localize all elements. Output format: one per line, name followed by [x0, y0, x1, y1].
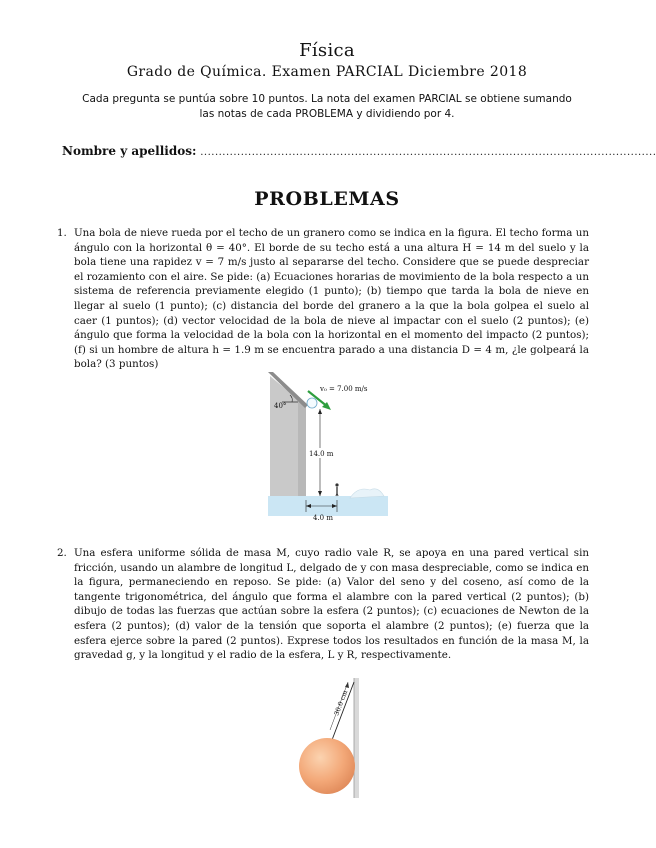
- page-subtitle: Grado de Química. Examen PARCIAL Diciembre 2018: [126, 64, 528, 80]
- height-arrow-bottom: [318, 491, 322, 496]
- name-label: Nombre y apellidos:: [62, 144, 197, 158]
- figure-sphere-wall: [292, 678, 372, 800]
- distance-label: 4.0 m: [313, 514, 333, 522]
- section-title: PROBLEMAS: [254, 188, 400, 210]
- problem-2-text: Una esfera uniforme sólida de masa M, cuyo radio vale R, se apoya en una pared vertical sin fricción, usando un alambre de longitud L, delgado de y con masa despreciable, como se indica en la figura, permaneciendo en reposo. Se pide: (a) Valor del seno y del coseno, así como de la tangente trigonométrica, del ángulo que forma el alambre con la pared vertical (2 puntos); (b) dibujo de todas las fuerzas que actúan sobre la esfera (2 puntos); (c) ecuaciones de Newton de la esfera (2 puntos); (d) valor de la tensión que soporta el alambre (2 puntos); (e) fuerza que la esfera ejerce sobre la pared (2 puntos). Exprese todos los resultados en función de la masa M, la gravedad g, y la longitud y el radio de la esfera, L y R, respectivamente.: [74, 547, 589, 662]
- vertical-wall: [354, 678, 359, 798]
- page-title: Física: [299, 40, 355, 61]
- figure-barn-snowball: [268, 372, 388, 524]
- instructions-line-2: las notas de cada PROBLEMA y dividiendo por 4.: [199, 108, 455, 120]
- name-field[interactable]: [62, 144, 656, 158]
- angle-label: 40°: [274, 402, 287, 410]
- instructions-note: [80, 92, 574, 122]
- height-label: 14.0 m: [309, 450, 334, 458]
- problem-2-number: 2.: [57, 547, 67, 559]
- velocity-label: v₀ = 7.00 m/s: [320, 385, 368, 393]
- height-arrow-top: [318, 409, 322, 414]
- wire-dimension-arrow: [345, 682, 349, 688]
- sphere: [299, 738, 355, 794]
- problem-1-number: 1.: [57, 227, 67, 239]
- problem-1-text: Una bola de nieve rueda por el techo de un granero como se indica en la figura. El techo forma un ángulo con la horizontal θ = 40°. El borde de su techo está a una altura H = 14 m del suelo y la bola tiene una rapidez v = 7 m/s justo al separarse del techo. Considere que se puede despreciar el rozamiento con el aire. Se pide: (a) Ecuaciones horarias de movimiento de la bola respecto a un sistema de referencia previamente elegido (1 punto); (b) tiempo que tarda la bola de nieve en llegar al suelo (1 punto); (c) distancia del borde del granero a la que la bola golpea el suelo al caer (1 puntos); (d) vector velocidad de la bola de nieve al impactar con el suelo (2 puntos); (e) ángulo que forma la velocidad de la bola con la horizontal en el momento del impacto (2 puntos); (f) si un hombre de altura h = 1.9 m se encuentra parado a una distancia D = 4 m, ¿le golpeará la bola? (3 puntos): [74, 227, 589, 371]
- instructions-line-1: Cada pregunta se puntúa sobre 10 puntos. La nota del examen PARCIAL se obtiene sumando: [82, 93, 572, 105]
- problem-2: [57, 546, 589, 663]
- wire-label: 30.0 cm: [332, 689, 350, 717]
- problem-1: [57, 226, 589, 372]
- snowball: [307, 398, 317, 408]
- name-dots: ............................................................................................................................: [200, 147, 656, 158]
- man-figure: [335, 483, 338, 496]
- barn-wall-shade: [298, 398, 306, 496]
